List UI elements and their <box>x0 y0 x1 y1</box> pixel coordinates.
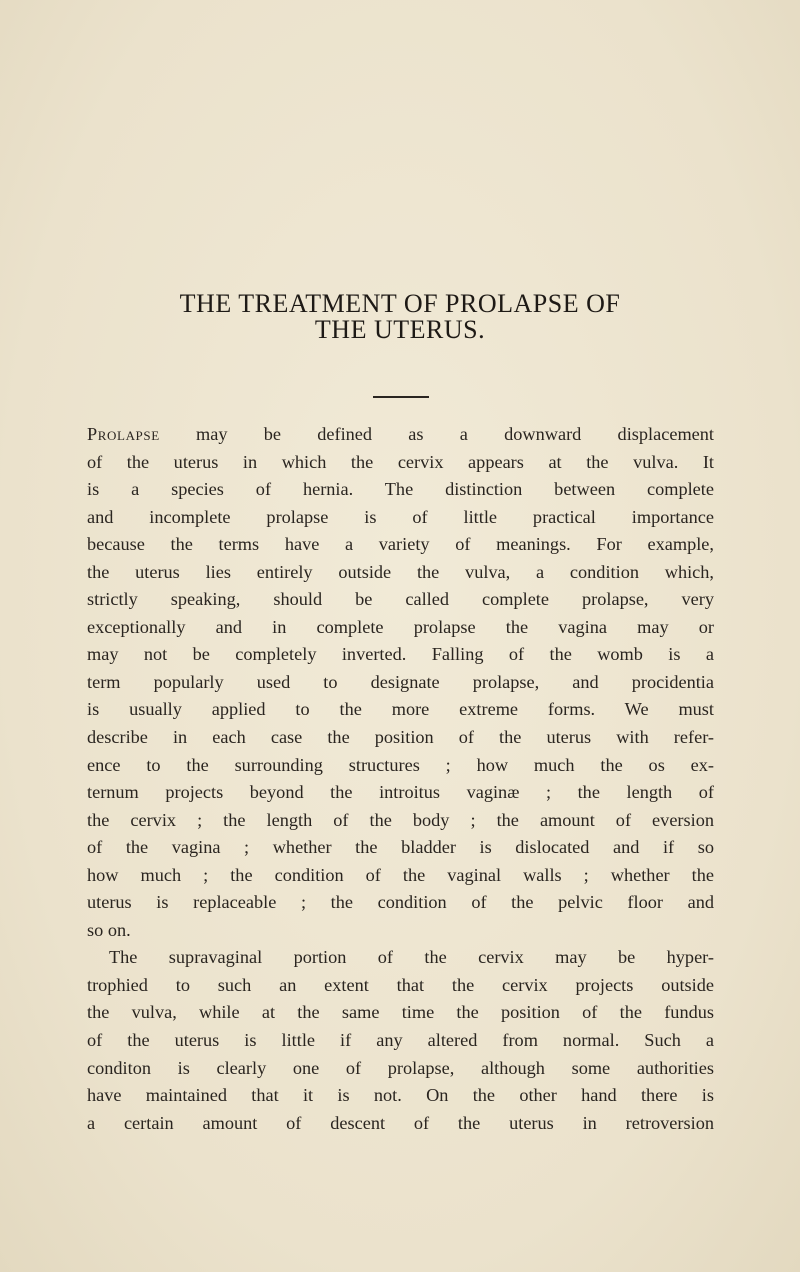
chapter-title-line-1: THE TREATMENT OF PROLAPSE OF <box>179 289 621 318</box>
text-line-15: the cervix ; the length of the body ; the amount of eversion <box>87 809 714 830</box>
text-line-17: how much ; the condition of the vaginal walls ; whether the <box>87 864 714 885</box>
text-line-18: uterus is replaceable ; the condition of the pelvic floor and <box>87 892 714 913</box>
lead-word: Prolapse <box>87 424 160 444</box>
text-line-9: may not be completely inverted. Falling of the womb is a <box>87 644 714 665</box>
text-line-8: exceptionally and in complete prolapse the vagina may or <box>87 616 714 637</box>
text-line-10: term popularly used to designate prolapse, and procidentia <box>87 671 714 692</box>
body-text <box>87 421 714 1137</box>
text-line-19: so on. <box>87 919 131 940</box>
text-line-16: of the vagina ; whether the bladder is dislocated and if so <box>87 837 714 858</box>
text-line-22: the vulva, while at the same time the position of the fundus <box>87 1002 714 1023</box>
text-line-25: have maintained that it is not. On the other hand there is <box>87 1085 714 1106</box>
text-line-20: The supravaginal portion of the cervix may be hyper- <box>109 947 714 968</box>
text-line-11: is usually applied to the more extreme forms. We must <box>87 699 714 720</box>
text-line-3: is a species of hernia. The distinction between complete <box>87 479 714 500</box>
text-line-2: of the uterus in which the cervix appears at the vulva. It <box>87 451 714 472</box>
text-line-21: trophied to such an extent that the cervix projects outside <box>87 974 714 995</box>
text-line-26: a certain amount of descent of the uterus in retroversion <box>87 1112 714 1133</box>
chapter-title-line-2: THE UTERUS. <box>314 315 486 344</box>
text-line-24: conditon is clearly one of prolapse, although some authorities <box>87 1057 714 1078</box>
text-line-13: ence to the surrounding structures ; how much the os ex- <box>87 754 714 775</box>
chapter-title <box>70 291 730 343</box>
text-line-4: and incomplete prolapse is of little practical importance <box>87 506 714 527</box>
text-line-1: Prolapse may be defined as a downward displacement <box>87 424 714 444</box>
text-line-6: the uterus lies entirely outside the vulva, a condition which, <box>87 561 714 582</box>
text-line-7: strictly speaking, should be called complete prolapse, very <box>87 589 714 610</box>
text-line-14: ternum projects beyond the introitus vaginæ ; the length of <box>87 782 714 803</box>
text-line-5: because the terms have a variety of meanings. For example, <box>87 534 714 555</box>
text-line-23: of the uterus is little if any altered from normal. Such a <box>87 1030 714 1051</box>
text-line-12: describe in each case the position of the uterus with refer- <box>87 727 714 748</box>
title-rule <box>373 396 429 398</box>
